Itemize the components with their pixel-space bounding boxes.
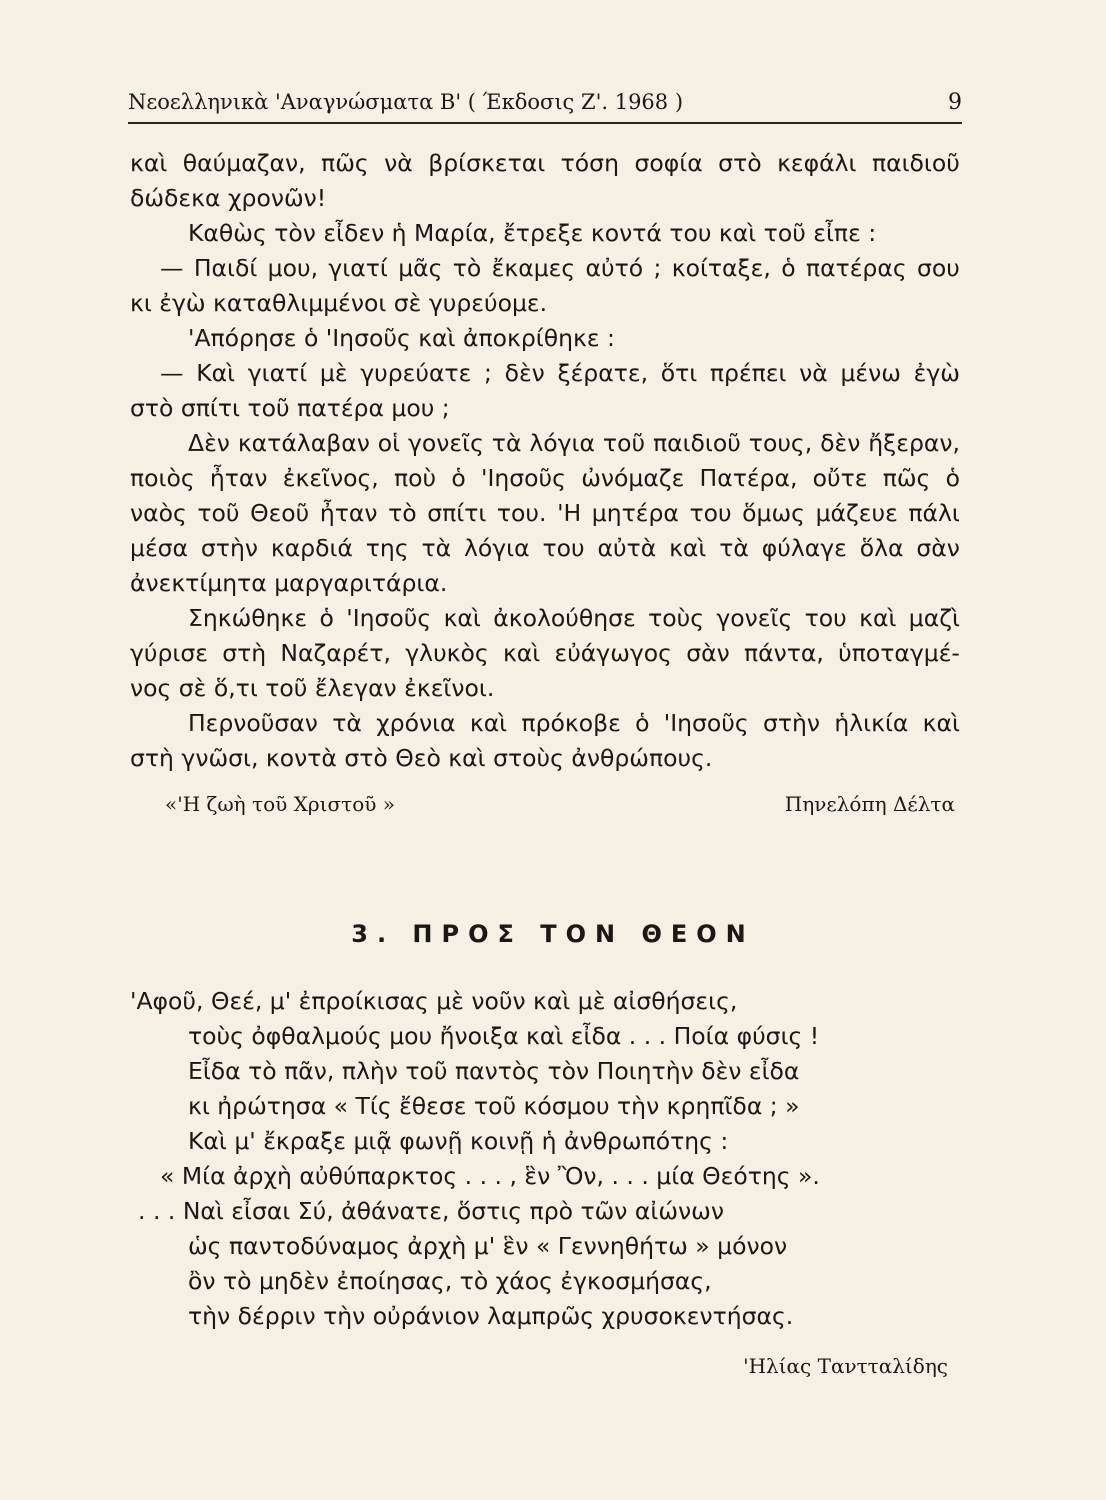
word: καρδιά (270, 534, 353, 562)
word: καὶ (669, 534, 707, 562)
word: του (542, 534, 585, 562)
poem-line: . . . Ναὶ εἶσαι Σύ, ἀθάνατε, ὅστις πρὸ τῶν αἰώνων (138, 1197, 724, 1225)
word: μου, (267, 254, 319, 282)
word: γλυκὸς (405, 639, 489, 667)
section-title: 3. ΠΡΟΣ ΤΟΝ ΘΕΟΝ (351, 920, 755, 948)
word: στὴν (200, 534, 258, 562)
word: ὁ (945, 464, 960, 492)
word: γύρισε (130, 639, 208, 667)
word: ὁ (319, 604, 334, 632)
word: — (160, 359, 184, 387)
prose-line: στὴ γνῶσι, κοντὰ στὸ Θεὸ καὶ στοὺς ἀνθρώπους. (130, 744, 713, 772)
prose-line (130, 601, 960, 636)
word: καὶ (859, 604, 897, 632)
word: Περνοῦσαν (188, 709, 318, 737)
poem (130, 984, 930, 1334)
word: μένω (840, 359, 901, 387)
word: τὰ (491, 429, 522, 457)
word: ξέρατε, (557, 359, 649, 387)
word: — (160, 254, 184, 282)
prose-line: 'Απόρησε ὁ 'Ιησοῦς καὶ ἀποκρίθηκε : (188, 324, 615, 352)
prose-line (130, 531, 960, 566)
word: σπίτι (427, 499, 487, 527)
prose-text (130, 146, 960, 776)
word: στὸ (718, 149, 762, 177)
word: τὰ (719, 534, 749, 562)
word: θαύμαζαν, (182, 149, 306, 177)
poem-author: 'Ηλίας Ταντταλίδης (743, 1354, 948, 1378)
word: 'Ιησοῦς (481, 464, 566, 492)
word: ἀκολούθησε (493, 604, 636, 632)
prose-line (130, 146, 960, 181)
word: φύλαγε (761, 534, 847, 562)
word: πάλι (908, 499, 960, 527)
word: τοῦ (197, 499, 240, 527)
word: στὴν (762, 709, 821, 737)
poem-line: κι ἠρώτησα « Τίς ἔθεσε τοῦ κόσμου τὴν κρηπῖδα ; » (188, 1092, 800, 1120)
word: Παιδί (193, 254, 258, 282)
word: πρέπει (709, 359, 787, 387)
word: δὲν (504, 359, 545, 387)
running-header (128, 88, 962, 124)
word: ὅτι (660, 359, 698, 387)
word: κεφάλι (777, 149, 857, 177)
word: μὲ (319, 359, 348, 387)
word: πάντα, (743, 639, 824, 667)
word: χρόνια (376, 709, 456, 737)
word: γιατί (247, 359, 308, 387)
word: καὶ (922, 709, 960, 737)
word: οἱ (377, 429, 401, 457)
prose-line: νος σὲ ὅ,τι τοῦ ἔλεγαν ἐκεῖνοι. (130, 674, 495, 702)
word: νὰ (799, 359, 828, 387)
prose-line: κι ἐγὼ καταθλιμμένοι σὲ γυρεύομε. (130, 289, 548, 317)
prose-line: στὸ σπίτι τοῦ πατέρα μου ; (130, 394, 450, 422)
prose-line (130, 636, 960, 671)
word: ἦταν (319, 499, 378, 527)
prose-line (130, 461, 960, 496)
word: κατάλαβαν (237, 429, 370, 457)
prose-line: Καθὼς τὸν εἶδεν ἡ Μαρία, ἔτρεξε κοντά του καὶ τοῦ εἶπε : (188, 219, 877, 247)
word: ὁ (451, 464, 466, 492)
prose-attribution (165, 792, 955, 822)
word: γιατί (328, 254, 388, 282)
word: οὔτε (812, 464, 868, 492)
word: πῶς (882, 464, 931, 492)
attribution-work-title: «'Η ζωὴ τοῦ Χριστοῦ » (165, 792, 395, 816)
word: λόγια (463, 534, 530, 562)
word: μᾶς (398, 254, 443, 282)
word: πρόκοβε (521, 709, 621, 737)
word: γονεῖς (408, 429, 484, 457)
word: τοὺς (648, 604, 705, 632)
word: πῶς (321, 149, 369, 177)
word: Δὲν (188, 429, 230, 457)
word: σου (916, 254, 960, 282)
word: Θεοῦ (250, 499, 310, 527)
word: ἡλικία (834, 709, 909, 737)
word: ἐγὼ (913, 359, 960, 387)
word: τοῦ (602, 429, 646, 457)
word: τὰ (332, 709, 362, 737)
word: ὅλα (859, 534, 904, 562)
word: πατέρας (805, 254, 907, 282)
word: καὶ (130, 149, 168, 177)
word: μαζὶ (908, 604, 960, 632)
word: Πατέρα, (699, 464, 798, 492)
word: βρίσκεται (428, 149, 546, 177)
word: στὴ (222, 639, 267, 667)
word: αὐτὰ (597, 534, 657, 562)
word: σὰν (916, 534, 960, 562)
prose-line: δώδεκα χρονῶν! (130, 184, 327, 212)
prose-line (130, 706, 960, 741)
word: παιδιοῦ (652, 429, 741, 457)
word: μητέρα (591, 499, 679, 527)
word: καὶ (443, 604, 481, 632)
word: ; (653, 254, 662, 282)
word: κοίταξε, (671, 254, 771, 282)
word: καὶ (502, 639, 541, 667)
poem-line: τοὺς ὀφθαλμούς μου ἤνοιξα καὶ εἶδα . . . Ποία φύσις ! (188, 1022, 820, 1050)
word: ὁ (635, 709, 650, 737)
word: ὑποταγμέ- (838, 639, 960, 667)
word: ἐκεῖνος, (282, 464, 379, 492)
word: ἤξεραν, (868, 429, 960, 457)
poem-line: ὡς παντοδύναμος ἀρχὴ μ' ἓν « Γεννηθήτω » μόνον (188, 1232, 788, 1260)
word: Ναζαρέτ, (280, 639, 392, 667)
word: ποὺ (394, 464, 437, 492)
word: λόγια (529, 429, 595, 457)
poem-line: τὴν δέρριν τὴν οὐράνιον λαμπρῶς χρυσοκεντήσας. (188, 1302, 794, 1330)
word: του. (496, 499, 547, 527)
word: ὁ (781, 254, 796, 282)
word: μέσα (130, 534, 189, 562)
word: δὲν (820, 429, 861, 457)
word: ναὸς (130, 499, 187, 527)
word: καὶ (469, 709, 508, 737)
poem-line: 'Αφοῦ, Θεέ, μ' ἐπροίκισας μὲ νοῦν καὶ μὲ αἰσθήσεις, (130, 987, 738, 1015)
word: γυρεύατε (360, 359, 472, 387)
page-number: 9 (948, 90, 962, 115)
word: αὐτό (585, 254, 644, 282)
prose-line: ἀνεκτίμητα μαργαριτάρια. (130, 569, 448, 597)
word: 'Ιησοῦς (346, 604, 432, 632)
word: 'Η (557, 499, 582, 527)
word: ποιὸς (130, 464, 195, 492)
word: σοφία (634, 149, 703, 177)
word: ; (483, 359, 492, 387)
prose-line (130, 251, 960, 286)
prose-line (130, 356, 960, 391)
header-title: Νεοελληνικὰ 'Αναγνώσματα Β' ( Έκδοσις Ζ'. 1968 ) (128, 90, 684, 114)
word: τόση (560, 149, 619, 177)
poem-line: Εἶδα τὸ πᾶν, πλὴν τοῦ παντὸς τὸν Ποιητὴν δὲν εἶδα (188, 1057, 800, 1085)
word: Σηκώθηκε (188, 604, 308, 632)
word: του (689, 499, 732, 527)
word: ὅμως (742, 499, 805, 527)
word: Καὶ (196, 359, 236, 387)
word: του (804, 604, 847, 632)
word: ὠνόμαζε (581, 464, 685, 492)
word: παιδιοῦ (871, 149, 960, 177)
prose-line (130, 426, 960, 461)
poem-line: « Μία ἀρχὴ αὐθύπαρκτος . . . , ἓν Ὂν, . . . μία Θεότης ». (160, 1162, 820, 1190)
word: τὰ (421, 534, 452, 562)
attribution-author: Πηνελόπη Δέλτα (784, 792, 955, 816)
prose-line (130, 496, 960, 531)
word: τὸ (452, 254, 482, 282)
word: γονεῖς (716, 604, 793, 632)
word: εὐάγωγος (554, 639, 672, 667)
word: σὰν (686, 639, 730, 667)
word: ἔκαμες (491, 254, 576, 282)
word: ἦταν (209, 464, 268, 492)
word: νὰ (384, 149, 413, 177)
word: 'Ιησοῦς (663, 709, 749, 737)
word: τους, (748, 429, 813, 457)
word: της (365, 534, 409, 562)
word: μάζευε (815, 499, 898, 527)
poem-line: ὂν τὸ μηδὲν ἐποίησας, τὸ χάος ἐγκοσμήσας, (188, 1267, 712, 1295)
poem-line: Καὶ μ' ἔκραξε μιᾷ φωνῇ κοινῇ ἡ ἀνθρωπότης : (188, 1127, 729, 1155)
word: τὸ (388, 499, 417, 527)
